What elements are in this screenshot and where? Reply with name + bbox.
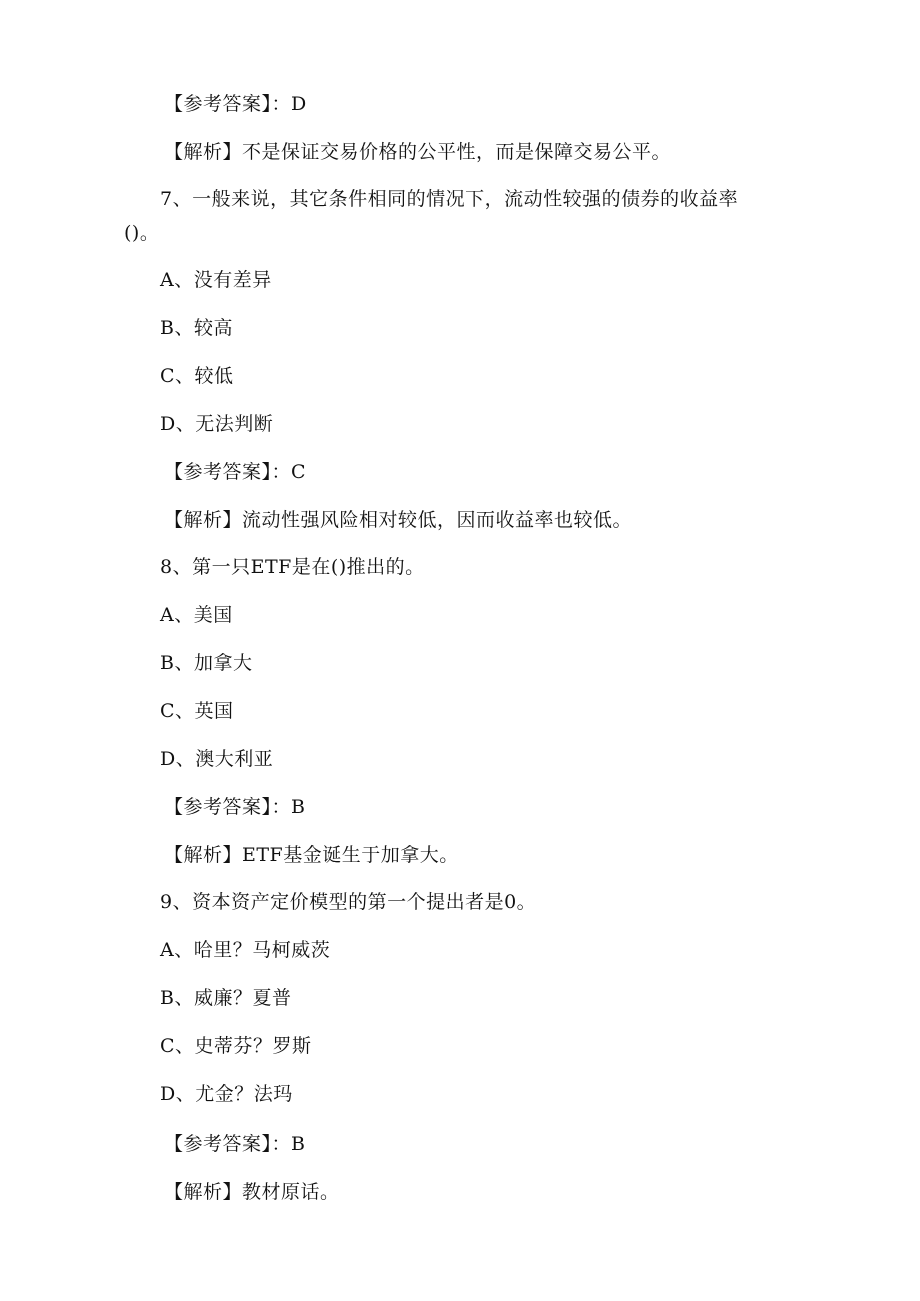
q9-question: 9、资本资产定价模型的第一个提出者是0。 (160, 891, 537, 913)
q8-option-a: A、美国 (160, 604, 233, 626)
q8-option-d: D、澳大利亚 (160, 748, 274, 770)
q7-option-a: A、没有差异 (160, 269, 272, 291)
q7-question-line2: ()。 (124, 222, 160, 244)
q8-option-b: B、加拿大 (160, 652, 253, 674)
q9-option-d: D、尤金？法玛 (160, 1083, 293, 1105)
q8-question: 8、第一只ETF是在()推出的。 (160, 556, 425, 578)
q8-option-c: C、英国 (160, 700, 234, 722)
q7-option-c: C、较低 (160, 365, 234, 387)
q9-option-b: B、威廉？夏普 (160, 987, 292, 1009)
q6-answer: 【参考答案】：D (164, 93, 307, 115)
q8-explanation: 【解析】ETF基金诞生于加拿大。 (164, 844, 459, 866)
q9-option-a: A、哈里？马柯威茨 (160, 939, 331, 961)
q9-option-c: C、史蒂芬？罗斯 (160, 1035, 312, 1057)
q7-explanation: 【解析】流动性强风险相对较低，因而收益率也较低。 (164, 509, 633, 531)
q7-question-line1: 7、一般来说，其它条件相同的情况下，流动性较强的债券的收益率 (160, 188, 739, 210)
q7-answer: 【参考答案】：C (164, 461, 307, 483)
q9-explanation: 【解析】教材原话。 (164, 1181, 340, 1203)
q8-answer: 【参考答案】：B (164, 796, 306, 818)
q6-explanation: 【解析】不是保证交易价格的公平性，而是保障交易公平。 (164, 141, 672, 163)
q7-option-d: D、无法判断 (160, 413, 274, 435)
q9-answer: 【参考答案】：B (164, 1133, 306, 1155)
q7-option-b: B、较高 (160, 317, 233, 339)
